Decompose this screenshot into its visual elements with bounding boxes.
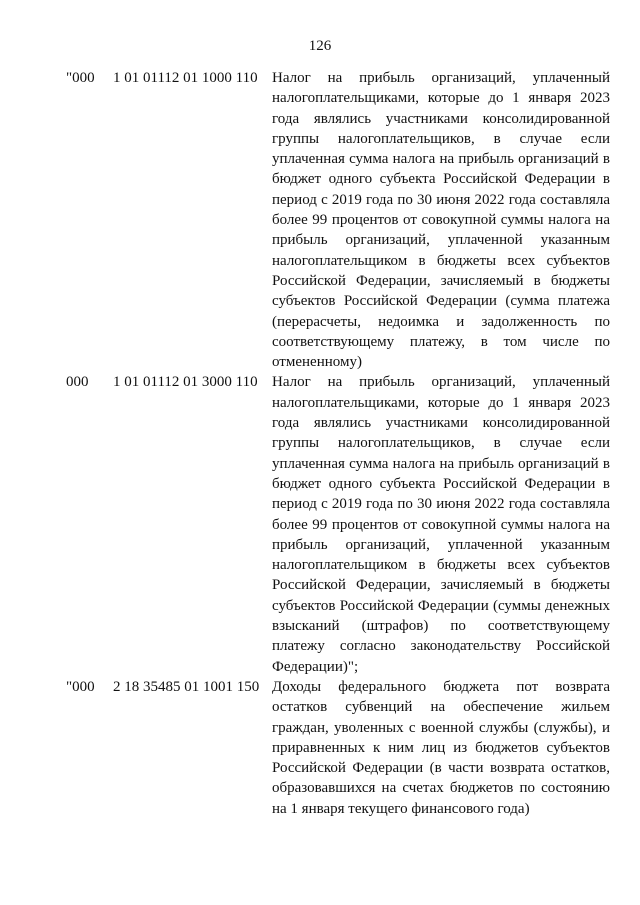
table-row — [0, 68, 640, 372]
entry-description: Доходы федерального бюджета пот возврата остатков субвенций на обеспечение жильем граждан, уволенных с военной службы (службы), и приравненных к ним лиц из бюджетов субъектов Российской Федерации (в части возврата остатков, образовавшихся на счетах бюджетов по состоянию на 1 января текущего финансового года) — [272, 678, 610, 817]
table-row — [0, 372, 640, 676]
budget-classification-code: 1 01 01112 01 1000 110 — [113, 70, 258, 86]
admin-code: "000 — [66, 678, 95, 695]
budget-classification-code: 1 01 01112 01 3000 110 — [113, 374, 258, 391]
admin-code: "000 — [66, 70, 95, 86]
entry-description: Налог на прибыль организаций, уплаченный налогоплательщиками, которые до 1 января 2023 года являлись участниками консолидированной группы налогоплательщиков, в случае если уплаченная сумма налога на прибыль организаций в бюджет одного субъекта Российской Федерации в период с 2019 года по 30 июня 2022 года составляла более 99 процентов от совокупной суммы налога на прибыль организаций, уплаченной указанным налогоплательщиком в бюджеты всех субъектов Российской Федерации, зачисляемый в бюджеты субъектов Российской Федерации (суммы денежных взысканий (штрафов) по соответствующему платежу согласно законодательству Российской Федерации)"; — [272, 374, 610, 675]
entry-description: Налог на прибыль организаций, уплаченный налогоплательщиками, которые до 1 января 2023 года являлись участниками консолидированной группы налогоплательщиков, в случае если уплаченная сумма налога на прибыль организаций в бюджет одного субъекта Российской Федерации в период с 2019 года по 30 июня 2022 года составляла более 99 процентов от совокупной суммы налога на прибыль организаций, уплаченной указанным налогоплательщиком в бюджеты всех субъектов Российской Федерации, зачисляемый в бюджеты субъектов Российской Федерации (сумма платежа (перерасчеты, недоимка и задолженность по соответствующему платежу, в том числе по отмененному) — [272, 70, 610, 371]
budget-classification-code: 2 18 35485 01 1001 150 — [113, 678, 260, 695]
budget-code-table — [0, 68, 640, 819]
table-row — [0, 677, 640, 819]
page-number: 126 — [308, 38, 332, 54]
admin-code: 000 — [66, 374, 89, 391]
